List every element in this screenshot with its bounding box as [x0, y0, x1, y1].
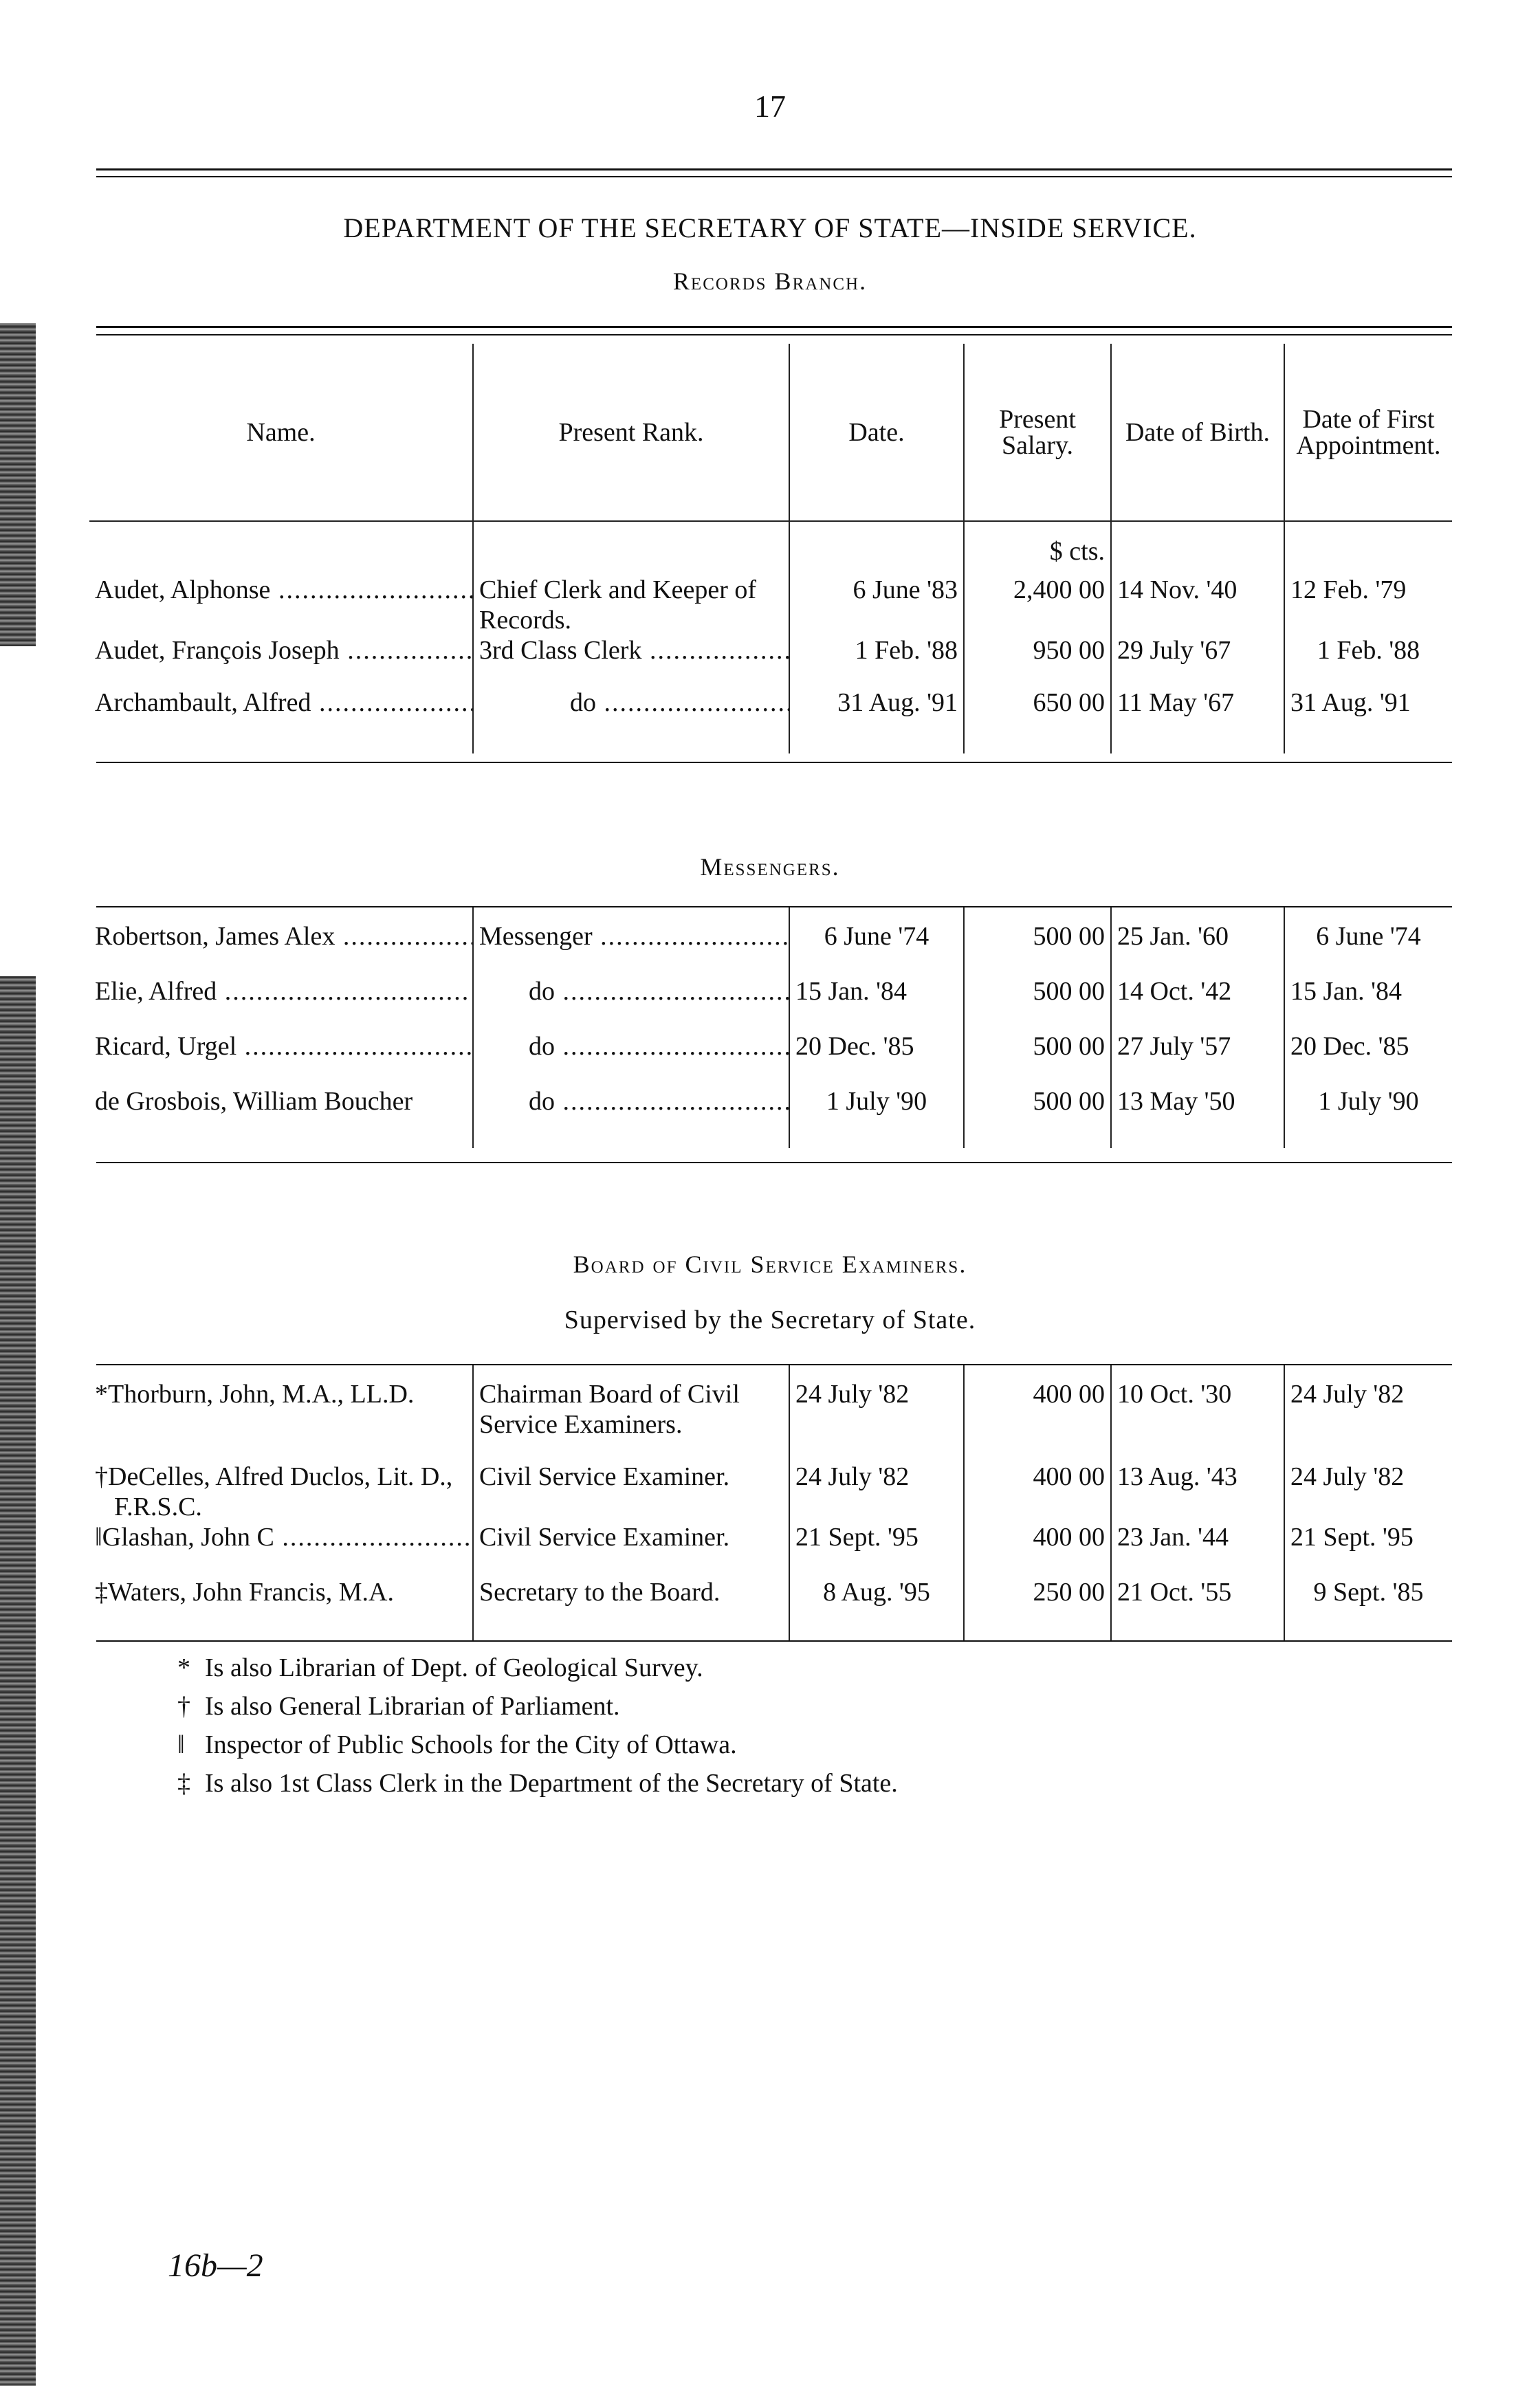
staff-date: 15 Jan. '84	[789, 976, 964, 1031]
footnote-mark: *	[177, 1653, 190, 1682]
footnote-mark: †	[177, 1692, 190, 1721]
staff-name: ‡Waters, John Francis, M.A.	[95, 1578, 394, 1607]
staff-salary: 950 00	[964, 635, 1111, 687]
table-row	[89, 976, 1452, 1031]
staff-birth: 25 Jan. '60	[1111, 921, 1284, 976]
records-bottom-rule	[96, 762, 1452, 763]
staff-rank: 3rd Class Clerk .....	[473, 635, 789, 687]
footnote-text: Is also 1st Class Clerk in the Department of the Secretary of State.	[205, 1769, 898, 1798]
staff-birth: 13 Aug. '43	[1111, 1462, 1284, 1522]
staff-salary: 400 00	[964, 1462, 1111, 1522]
staff-date: 1 July '90	[789, 1086, 964, 1148]
staff-name: ‖Glashan, John C .....	[89, 1522, 473, 1577]
staff-rank: do .....	[473, 1086, 789, 1148]
board-title: Board of Civil Service Examiners.	[573, 1251, 967, 1278]
signature-mark: 16b—2	[168, 2247, 263, 2284]
staff-rank: Secretary to the Board.	[473, 1577, 789, 1640]
footnote	[177, 1687, 898, 1726]
staff-birth: 27 July '57	[1111, 1031, 1284, 1086]
top-rule-2	[96, 176, 1452, 177]
header-date: Date.	[789, 344, 964, 521]
staff-salary: 400 00	[964, 1522, 1111, 1577]
staff-birth: 21 Oct. '55	[1111, 1577, 1284, 1640]
header-salary: Present Salary.	[964, 344, 1111, 521]
staff-date: 1 Feb. '88	[789, 635, 964, 687]
scan-edge-top	[0, 323, 36, 646]
staff-name: de Grosbois, William Boucher	[95, 1087, 413, 1116]
staff-appointment: 20 Dec. '85	[1284, 1031, 1452, 1086]
staff-rank: Chief Clerk and Keeper of Records.	[473, 575, 789, 635]
staff-salary: 500 00	[964, 1086, 1111, 1148]
footnote-text: Inspector of Public Schools for the City of Ottawa.	[205, 1730, 737, 1759]
staff-name: *Thorburn, John, M.A., LL.D.	[95, 1380, 415, 1409]
staff-appointment: 24 July '82	[1284, 1379, 1452, 1462]
table-row	[89, 1522, 1452, 1577]
staff-salary: 650 00	[964, 687, 1111, 753]
board-table	[89, 1365, 1452, 1640]
messengers-title: Messengers.	[700, 853, 840, 881]
scan-edge-bottom	[0, 976, 36, 2386]
footnote	[177, 1726, 898, 1764]
staff-name: †DeCelles, Alfred Duclos, Lit. D., F.R.S.C.	[95, 1462, 453, 1521]
staff-salary: 500 00	[964, 1031, 1111, 1086]
spacer-row	[89, 1365, 1452, 1379]
records-branch-title: Records Branch.	[672, 267, 868, 295]
staff-birth: 13 May '50	[1111, 1086, 1284, 1148]
staff-rank: do .....	[473, 1031, 789, 1086]
staff-appointment: 9 Sept. '85	[1284, 1577, 1452, 1640]
footnote-text: Is also Librarian of Dept. of Geological Survey.	[205, 1653, 703, 1682]
table-row	[89, 1086, 1452, 1148]
staff-name: Audet, Alphonse .....	[89, 575, 473, 635]
staff-salary: 2,400 00	[964, 575, 1111, 635]
staff-salary: 500 00	[964, 921, 1111, 976]
top-rule	[96, 168, 1452, 170]
staff-date: 8 Aug. '95	[789, 1577, 964, 1640]
staff-appointment: 12 Feb. '79	[1284, 575, 1452, 635]
staff-name: Ricard, Urgel .....	[89, 1031, 473, 1086]
page-number: 17	[754, 89, 786, 124]
staff-date: 6 June '83	[789, 575, 964, 635]
staff-appointment: 6 June '74	[1284, 921, 1452, 976]
header-appointment: Date of First Appointment.	[1284, 344, 1452, 521]
staff-birth: 14 Oct. '42	[1111, 976, 1284, 1031]
footnote-text: Is also General Librarian of Parliament.	[205, 1692, 620, 1721]
table-row	[89, 1462, 1452, 1522]
footnote	[177, 1649, 898, 1687]
records-branch-table	[89, 344, 1452, 753]
staff-birth: 14 Nov. '40	[1111, 575, 1284, 635]
staff-date: 31 Aug. '91	[789, 687, 964, 753]
table-row	[89, 1577, 1452, 1640]
units-spacer	[89, 521, 1452, 536]
department-title: DEPARTMENT OF THE SECRETARY OF STATE—INSIDE SERVICE.	[343, 212, 1197, 243]
staff-name: Robertson, James Alex .....	[89, 921, 473, 976]
staff-salary: 500 00	[964, 976, 1111, 1031]
staff-birth: 11 May '67	[1111, 687, 1284, 753]
staff-rank: Messenger .....	[473, 921, 789, 976]
table-row	[89, 1379, 1452, 1462]
board-subtitle: Supervised by the Secretary of State.	[564, 1306, 976, 1334]
staff-salary: 250 00	[964, 1577, 1111, 1640]
table-row	[89, 635, 1452, 687]
staff-appointment: 24 July '82	[1284, 1462, 1452, 1522]
footnote	[177, 1764, 898, 1803]
table-row	[89, 687, 1452, 753]
header-birth: Date of Birth.	[1111, 344, 1284, 521]
header-row	[89, 344, 1452, 521]
staff-rank: do .....	[473, 687, 789, 753]
staff-date: 20 Dec. '85	[789, 1031, 964, 1086]
staff-birth: 29 July '67	[1111, 635, 1284, 687]
staff-date: 24 July '82	[789, 1379, 964, 1462]
staff-appointment: 1 July '90	[1284, 1086, 1452, 1148]
staff-appointment: 21 Sept. '95	[1284, 1522, 1452, 1577]
currency-units: $ cts.	[964, 536, 1111, 575]
staff-name: Audet, François Joseph .....	[89, 635, 473, 687]
staff-name: Archambault, Alfred .....	[89, 687, 473, 753]
header-rule	[96, 326, 1452, 328]
board-bottom-rule	[96, 1640, 1452, 1642]
messengers-bottom-rule	[96, 1162, 1452, 1163]
footnote-mark: ‡	[177, 1769, 190, 1798]
staff-appointment: 31 Aug. '91	[1284, 687, 1452, 753]
staff-appointment: 1 Feb. '88	[1284, 635, 1452, 687]
messengers-table	[89, 907, 1452, 1148]
table-row	[89, 1031, 1452, 1086]
staff-rank: do .....	[473, 976, 789, 1031]
header-name: Name.	[246, 417, 316, 447]
table-row	[89, 921, 1452, 976]
staff-date: 24 July '82	[789, 1462, 964, 1522]
staff-appointment: 15 Jan. '84	[1284, 976, 1452, 1031]
spacer-row	[89, 907, 1452, 921]
staff-birth: 10 Oct. '30	[1111, 1379, 1284, 1462]
table-row	[89, 575, 1452, 635]
staff-rank: Chairman Board of Civil Service Examiners.	[473, 1379, 789, 1462]
header-rank: Present Rank.	[473, 344, 789, 521]
staff-rank: Civil Service Examiner.	[473, 1462, 789, 1522]
footnotes	[177, 1649, 898, 1803]
units-row	[89, 536, 1452, 575]
footnote-mark: ‖	[177, 1730, 185, 1759]
staff-birth: 23 Jan. '44	[1111, 1522, 1284, 1577]
staff-date: 6 June '74	[789, 921, 964, 976]
staff-name: Elie, Alfred .....	[89, 976, 473, 1031]
staff-rank: Civil Service Examiner.	[473, 1522, 789, 1577]
staff-date: 21 Sept. '95	[789, 1522, 964, 1577]
header-rule-2	[96, 334, 1452, 335]
staff-salary: 400 00	[964, 1379, 1111, 1462]
